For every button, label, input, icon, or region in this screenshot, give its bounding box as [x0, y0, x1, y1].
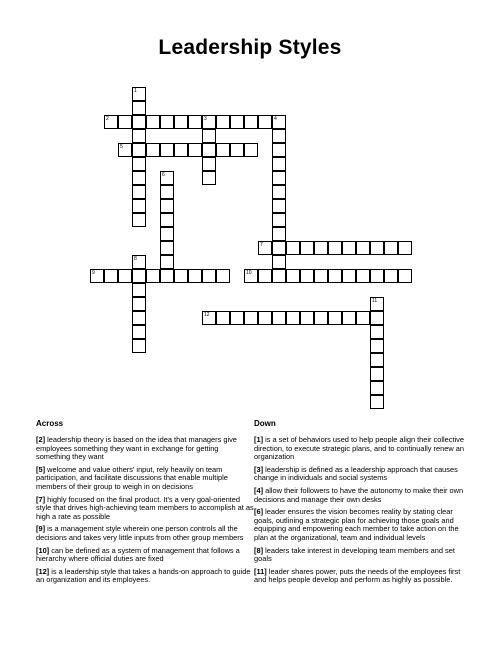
grid-cell[interactable]: [132, 129, 146, 143]
grid-cell[interactable]: [160, 185, 174, 199]
clue-text: is a set of behaviors used to help people align their collective direction, to execute strategic plans, and to continually renew an organization: [254, 435, 464, 462]
down-clues: [254, 436, 472, 589]
grid-cell[interactable]: [132, 185, 146, 199]
grid-cell[interactable]: [132, 339, 146, 353]
grid-cell[interactable]: [398, 269, 412, 283]
grid-cell[interactable]: [230, 311, 244, 325]
down-clue: [254, 547, 472, 564]
grid-cell[interactable]: [132, 157, 146, 171]
grid-cell[interactable]: [370, 311, 384, 325]
grid-cell[interactable]: [118, 269, 132, 283]
grid-cell[interactable]: [272, 129, 286, 143]
grid-cell[interactable]: [146, 115, 160, 129]
clue-label: [10]: [36, 545, 50, 555]
grid-cell[interactable]: [328, 269, 342, 283]
down-clue: [254, 436, 472, 462]
clue-text: welcome and value others' input, rely heavily on team participation, and facilitate discussions that enable multiple members of their group to weigh in on decisions: [36, 464, 228, 491]
clue-label: [2]: [36, 435, 46, 444]
clue-text: allow their followers to have the autonomy to make their own decisions and manage their own desks: [254, 485, 464, 504]
across-clue: [36, 496, 254, 522]
grid-cell[interactable]: [370, 297, 384, 311]
grid-cell[interactable]: [104, 115, 118, 129]
grid-cell[interactable]: [314, 311, 328, 325]
clue-label: [7]: [36, 494, 46, 504]
clue-label: [8]: [254, 545, 264, 555]
grid-cell[interactable]: [202, 311, 216, 325]
grid-cell[interactable]: [104, 269, 118, 283]
grid-cell[interactable]: [272, 241, 286, 255]
clue-label: [3]: [254, 464, 264, 474]
grid-cell[interactable]: [370, 269, 384, 283]
grid-cell[interactable]: [146, 269, 160, 283]
down-clue: [254, 508, 472, 542]
grid-cell[interactable]: [370, 325, 384, 339]
grid-cell[interactable]: [132, 255, 146, 269]
grid-cell[interactable]: [132, 101, 146, 115]
grid-cell[interactable]: [272, 143, 286, 157]
grid-cell[interactable]: [286, 269, 300, 283]
clue-text: leader shares power, puts the needs of the employees first and helps people develop and perform as highly as possible.: [254, 566, 461, 585]
clue-label: [6]: [254, 507, 264, 517]
grid-cell[interactable]: [118, 143, 132, 157]
grid-cell[interactable]: [384, 241, 398, 255]
grid-cell[interactable]: [188, 115, 202, 129]
clue-text: leadership theory is based on the idea that managers give employees something they want in exchange for getting something they want: [36, 435, 237, 462]
across-heading: Across: [36, 419, 64, 428]
grid-cell[interactable]: [258, 241, 272, 255]
grid-cell[interactable]: [370, 381, 384, 395]
grid-cell[interactable]: [216, 143, 230, 157]
grid-cell[interactable]: [286, 311, 300, 325]
grid-cell[interactable]: [272, 227, 286, 241]
grid-cell[interactable]: [160, 213, 174, 227]
grid-cell[interactable]: [202, 115, 216, 129]
grid-cell[interactable]: [370, 241, 384, 255]
clue-text: leaders take interest in developing team members and set goals: [254, 545, 455, 564]
clue-text: is a management style wherein one person controls all the decisions and takes very little inputs from other group members: [36, 524, 244, 542]
grid-cell[interactable]: [202, 269, 216, 283]
grid-cell[interactable]: [132, 143, 146, 157]
clue-text: highly focused on the final product. It's a very goal-oriented style that drives high-achieving team members to accomplish at as high a rate as possible: [36, 494, 254, 521]
grid-cell[interactable]: [272, 199, 286, 213]
grid-cell[interactable]: [370, 367, 384, 381]
grid-cell[interactable]: [342, 241, 356, 255]
grid-cell[interactable]: [272, 115, 286, 129]
clue-number: 6: [162, 172, 165, 178]
grid-cell[interactable]: [258, 269, 272, 283]
grid-cell[interactable]: [398, 241, 412, 255]
grid-cell[interactable]: [160, 241, 174, 255]
grid-cell[interactable]: [174, 143, 188, 157]
grid-cell[interactable]: [90, 269, 104, 283]
grid-cell[interactable]: [356, 269, 370, 283]
across-clue: [36, 436, 254, 462]
clue-label: [4]: [254, 485, 264, 495]
grid-cell[interactable]: [370, 395, 384, 409]
clue-number: 1: [134, 88, 137, 94]
grid-cell[interactable]: [188, 269, 202, 283]
grid-cell[interactable]: [370, 353, 384, 367]
grid-cell[interactable]: [272, 311, 286, 325]
grid-cell[interactable]: [202, 171, 216, 185]
grid-cell[interactable]: [132, 325, 146, 339]
across-clues: [36, 436, 254, 589]
grid-cell[interactable]: [272, 157, 286, 171]
grid-cell[interactable]: [272, 171, 286, 185]
grid-cell[interactable]: [272, 255, 286, 269]
grid-cell[interactable]: [300, 311, 314, 325]
grid-cell[interactable]: [174, 115, 188, 129]
grid-cell[interactable]: [118, 115, 132, 129]
grid-cell[interactable]: [300, 269, 314, 283]
grid-cell[interactable]: [300, 241, 314, 255]
clue-text: leadership is defined as a leadership approach that causes change in individuals and social systems: [254, 464, 458, 483]
grid-cell[interactable]: [216, 269, 230, 283]
grid-cell[interactable]: [132, 115, 146, 129]
grid-cell[interactable]: [216, 311, 230, 325]
across-clue: [36, 525, 254, 542]
grid-cell[interactable]: [356, 241, 370, 255]
grid-cell[interactable]: [174, 269, 188, 283]
across-clue: [36, 466, 254, 492]
clue-label: [12]: [36, 566, 50, 576]
grid-cell[interactable]: [160, 227, 174, 241]
across-clue: [36, 547, 254, 564]
clue-text: leader ensures the vision becomes reality by stating clear goals, outlining a strategic plan for achieving those goals and equipping and empowering each member to take action on the plan at the organizational, team and individual levels: [254, 507, 459, 542]
grid-cell[interactable]: [132, 199, 146, 213]
clue-number: 7: [260, 242, 263, 248]
grid-cell[interactable]: [160, 143, 174, 157]
clue-number: 5: [120, 144, 123, 150]
grid-cell[interactable]: [244, 269, 258, 283]
grid-cell[interactable]: [258, 115, 272, 129]
grid-cell[interactable]: [342, 311, 356, 325]
grid-cell[interactable]: [160, 115, 174, 129]
grid-cell[interactable]: [272, 213, 286, 227]
grid-cell[interactable]: [384, 269, 398, 283]
grid-cell[interactable]: [286, 241, 300, 255]
clue-number: 3: [204, 116, 207, 122]
puzzle-title: Leadership Styles: [158, 36, 342, 59]
grid-cell[interactable]: [314, 269, 328, 283]
grid-cell[interactable]: [160, 255, 174, 269]
grid-cell[interactable]: [230, 143, 244, 157]
down-clue: [254, 466, 472, 483]
clue-number: 12: [204, 312, 210, 318]
grid-cell[interactable]: [160, 199, 174, 213]
down-clue: [254, 487, 472, 504]
grid-cell[interactable]: [132, 297, 146, 311]
clue-number: 11: [372, 298, 378, 304]
clue-text: is a leadership style that takes a hands-on approach to guide an organization and its employees.: [36, 566, 251, 585]
clue-number: 4: [274, 116, 277, 122]
down-heading: Down: [254, 419, 276, 428]
clue-label: [5]: [36, 464, 46, 474]
grid-cell[interactable]: [160, 269, 174, 283]
clue-label: [11]: [254, 566, 267, 576]
clue-number: 10: [246, 270, 252, 276]
clue-number: 9: [92, 270, 95, 276]
grid-cell[interactable]: [328, 241, 342, 255]
grid-cell[interactable]: [244, 143, 258, 157]
grid-cell[interactable]: [132, 213, 146, 227]
grid-cell[interactable]: [230, 115, 244, 129]
grid-cell[interactable]: [258, 311, 272, 325]
grid-cell[interactable]: [244, 115, 258, 129]
grid-cell[interactable]: [132, 171, 146, 185]
clue-label: [9]: [36, 524, 46, 534]
clue-number: 2: [106, 116, 109, 122]
grid-cell[interactable]: [314, 241, 328, 255]
down-clue: [254, 568, 472, 585]
clue-number: 8: [134, 256, 137, 262]
grid-cell[interactable]: [202, 157, 216, 171]
across-clue: [36, 568, 254, 585]
clue-label: [1]: [254, 435, 264, 444]
grid-cell[interactable]: [132, 283, 146, 297]
grid-cell[interactable]: [216, 115, 230, 129]
grid-cell[interactable]: [132, 269, 146, 283]
grid-cell[interactable]: [132, 311, 146, 325]
grid-cell[interactable]: [328, 311, 342, 325]
grid-cell[interactable]: [202, 129, 216, 143]
grid-cell[interactable]: [342, 269, 356, 283]
grid-cell[interactable]: [132, 87, 146, 101]
grid-cell[interactable]: [188, 143, 202, 157]
clue-text: can be defined as a system of management that follows a hierarchy where official duties are fixed: [36, 545, 240, 564]
grid-cell[interactable]: [160, 171, 174, 185]
grid-cell[interactable]: [146, 143, 160, 157]
grid-cell[interactable]: [356, 311, 370, 325]
grid-cell[interactable]: [272, 269, 286, 283]
grid-cell[interactable]: [244, 311, 258, 325]
grid-cell[interactable]: [202, 143, 216, 157]
grid-cell[interactable]: [370, 339, 384, 353]
grid-cell[interactable]: [272, 185, 286, 199]
